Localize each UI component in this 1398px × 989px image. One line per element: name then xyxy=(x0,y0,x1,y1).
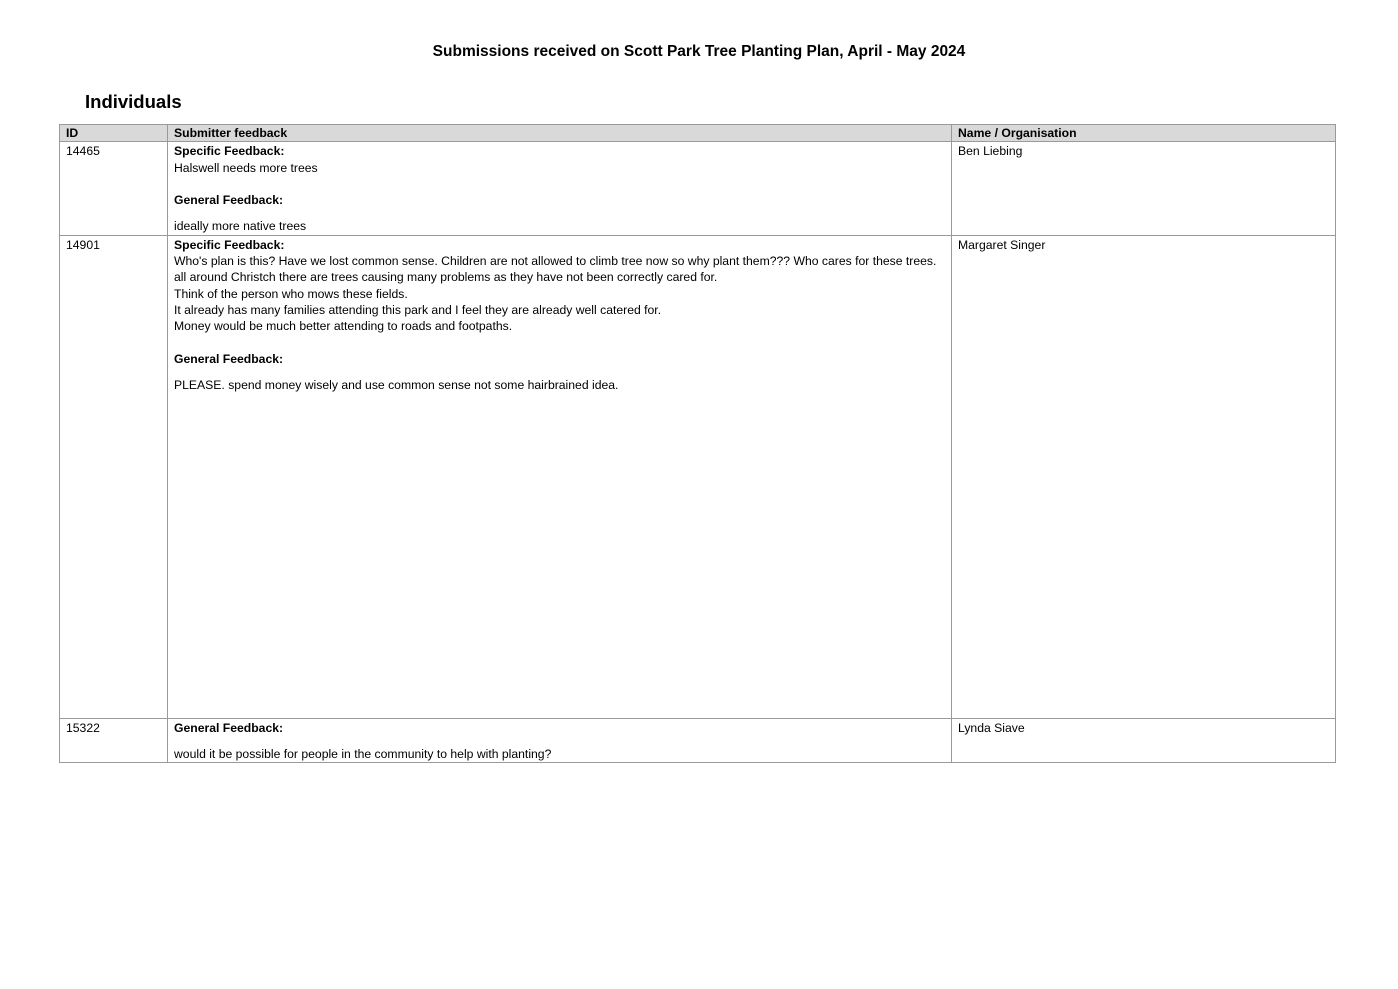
specific-feedback-label: Specific Feedback: xyxy=(174,144,285,159)
specific-feedback-label: Specific Feedback: xyxy=(174,237,285,252)
header-id: ID xyxy=(60,125,168,142)
specific-feedback-text: Halswell needs more trees xyxy=(174,160,318,175)
submissions-table xyxy=(59,124,1336,763)
submission-feedback xyxy=(168,142,952,235)
submission-id: 14901 xyxy=(60,235,168,718)
document-title: Submissions received on Scott Park Tree Planting Plan, April - May 2024 xyxy=(432,43,966,60)
submission-id: 15322 xyxy=(60,718,168,763)
table-header xyxy=(60,125,1336,142)
general-feedback-label: General Feedback: xyxy=(174,720,284,735)
spacer xyxy=(174,736,945,746)
table-header-row xyxy=(60,125,1336,142)
specific-feedback-text: Who's plan is this? Have we lost common sense. Children are not allowed to climb tree now so why plant them??? Who cares for these trees. all around Christch there are trees causing many problems as they have not been correctly cared for. Think of the person who mows these fields. It already has many families attending this park and I feel they are already well catered for. Money would be much better attending to roads and footpaths. xyxy=(174,254,937,334)
table-row xyxy=(60,235,1336,718)
header-name: Name / Organisation xyxy=(952,125,1336,142)
submitter-name: Ben Liebing xyxy=(952,142,1336,235)
general-feedback-label: General Feedback: xyxy=(174,351,284,366)
general-feedback-label: General Feedback: xyxy=(174,193,284,208)
submission-id: 14465 xyxy=(60,142,168,235)
submission-feedback xyxy=(168,718,952,763)
table-row xyxy=(60,142,1336,235)
general-feedback-text: PLEASE. spend money wisely and use common sense not some hairbrained idea. xyxy=(174,378,619,393)
spacer xyxy=(174,335,945,351)
table-row xyxy=(60,718,1336,763)
spacer xyxy=(174,176,945,192)
submitter-name: Lynda Siave xyxy=(952,718,1336,763)
submitter-name: Margaret Singer xyxy=(952,235,1336,718)
header-feedback: Submitter feedback xyxy=(168,125,952,142)
spacer xyxy=(174,367,945,377)
general-feedback-text: ideally more native trees xyxy=(174,219,307,234)
spacer xyxy=(174,208,945,218)
section-heading: Individuals xyxy=(85,91,182,112)
submission-feedback xyxy=(168,235,952,718)
general-feedback-text: would it be possible for people in the community to help with planting? xyxy=(174,747,552,762)
